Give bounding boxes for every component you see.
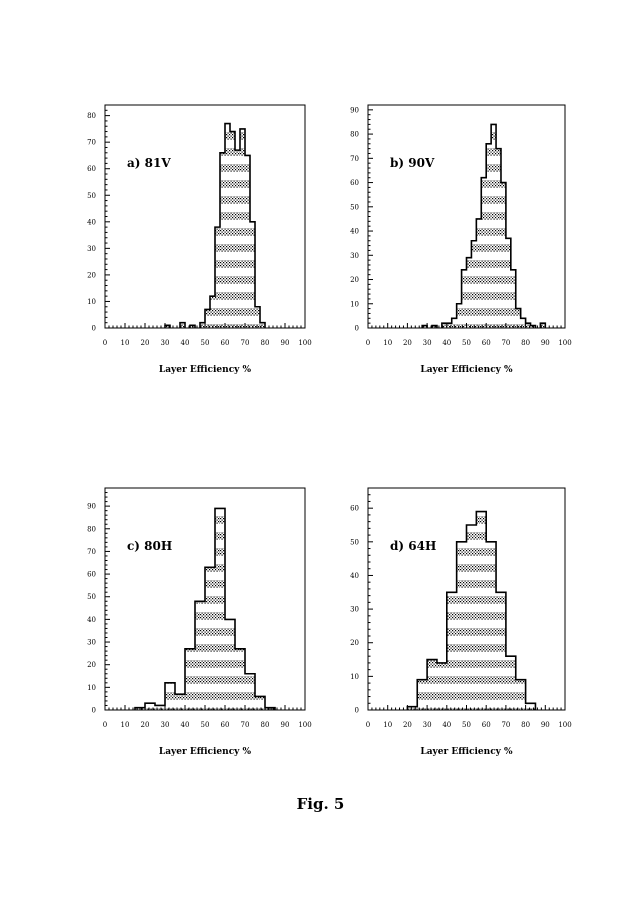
histogram-bar (437, 663, 447, 710)
x-tick-label: 100 (298, 721, 312, 729)
x-tick-label: 0 (102, 721, 108, 729)
x-tick-label: 90 (280, 339, 290, 347)
x-tick-label: 20 (402, 721, 412, 729)
x-tick-label: 10 (383, 339, 393, 347)
x-tick-label: 80 (260, 721, 270, 729)
y-tick-label: 20 (87, 271, 96, 280)
histogram-bar (165, 683, 175, 710)
histogram-bar (235, 649, 245, 710)
x-tick-label: 0 (365, 339, 371, 347)
histogram-bar (230, 132, 235, 328)
histogram-bar (417, 680, 427, 710)
x-tick-label: 70 (240, 339, 250, 347)
x-tick-label: 40 (180, 339, 190, 347)
x-tick-label: 0 (365, 721, 371, 729)
y-tick-label: 60 (350, 504, 359, 513)
y-tick-label: 50 (350, 538, 359, 547)
y-tick-label: 0 (354, 706, 359, 715)
x-tick-label: 70 (501, 339, 511, 347)
x-axis-title: Layer Efficiency % (158, 365, 252, 375)
x-tick-label: 50 (200, 721, 210, 729)
histogram-bar (185, 649, 195, 710)
histogram-bar (215, 508, 225, 710)
histogram-bar (491, 124, 496, 328)
y-tick-label: 90 (87, 502, 96, 511)
histogram-bar (195, 601, 205, 710)
x-axis-title: Layer Efficiency % (158, 747, 252, 757)
x-tick-label: 90 (540, 339, 550, 347)
panel-label: a) 81V (127, 156, 171, 170)
y-tick-label: 70 (87, 138, 96, 147)
y-tick-label: 20 (350, 276, 359, 285)
x-tick-label: 80 (521, 339, 531, 347)
histogram-panel-4 (350, 488, 572, 757)
histogram-panel-1 (87, 105, 312, 375)
x-tick-label: 100 (558, 339, 572, 347)
x-tick-label: 0 (102, 339, 108, 347)
x-axis-title: Layer Efficiency % (420, 365, 513, 375)
y-tick-label: 40 (350, 571, 359, 580)
y-tick-label: 30 (87, 244, 96, 253)
panel-label: d) 64H (390, 539, 437, 553)
y-tick-label: 40 (87, 615, 96, 624)
x-tick-label: 50 (462, 339, 471, 347)
y-tick-label: 40 (350, 227, 359, 236)
histogram-bar (476, 512, 486, 710)
y-tick-label: 50 (87, 191, 96, 200)
y-tick-label: 10 (350, 672, 359, 681)
histogram-bar (516, 680, 526, 710)
histogram-bar (225, 124, 230, 328)
panel-label: c) 80H (127, 539, 173, 553)
histogram-bar (457, 542, 467, 710)
x-tick-label: 40 (442, 339, 452, 347)
histogram-panel-2 (350, 105, 572, 375)
y-tick-label: 30 (87, 638, 96, 647)
y-tick-label: 0 (354, 324, 359, 333)
y-tick-label: 80 (87, 112, 96, 121)
y-tick-label: 80 (350, 130, 359, 139)
y-tick-label: 60 (87, 165, 96, 174)
x-tick-label: 10 (383, 721, 393, 729)
x-tick-label: 20 (140, 721, 150, 729)
plot-frame (105, 105, 305, 328)
y-tick-label: 30 (350, 251, 359, 260)
y-tick-label: 20 (87, 661, 96, 670)
x-tick-label: 50 (200, 339, 210, 347)
x-tick-label: 60 (481, 339, 491, 347)
x-tick-label: 40 (180, 721, 190, 729)
histogram-bar (447, 592, 457, 710)
x-tick-label: 50 (462, 721, 471, 729)
x-tick-label: 60 (481, 721, 491, 729)
y-tick-label: 70 (87, 547, 96, 556)
x-tick-label: 90 (540, 721, 550, 729)
x-tick-label: 100 (558, 721, 572, 729)
y-tick-label: 10 (87, 297, 96, 306)
histogram-bar (467, 525, 477, 710)
x-tick-label: 60 (220, 721, 230, 729)
x-tick-label: 30 (422, 721, 432, 729)
x-tick-label: 80 (521, 721, 531, 729)
x-tick-label: 90 (280, 721, 290, 729)
x-tick-label: 30 (160, 339, 170, 347)
y-tick-label: 80 (87, 525, 96, 534)
histogram-bar (486, 542, 496, 710)
x-tick-label: 70 (240, 721, 250, 729)
y-tick-label: 60 (87, 570, 96, 579)
histogram-bar (235, 150, 240, 328)
x-tick-label: 80 (260, 339, 270, 347)
histogram-panels (87, 105, 572, 757)
y-tick-label: 70 (350, 154, 359, 163)
y-tick-label: 30 (350, 605, 359, 614)
x-tick-label: 30 (160, 721, 170, 729)
panel-label: b) 90V (390, 156, 435, 170)
y-tick-label: 50 (350, 203, 359, 212)
x-tick-label: 100 (298, 339, 312, 347)
y-tick-label: 20 (350, 639, 359, 648)
y-tick-label: 0 (91, 706, 96, 715)
x-tick-label: 70 (501, 721, 511, 729)
x-tick-label: 60 (220, 339, 230, 347)
histogram-bar (225, 619, 235, 710)
x-tick-label: 10 (120, 339, 130, 347)
histogram-bar (240, 129, 245, 328)
y-tick-label: 90 (350, 106, 359, 115)
x-tick-label: 20 (140, 339, 150, 347)
y-tick-label: 60 (350, 179, 359, 188)
histogram-panel-3 (87, 488, 312, 757)
y-tick-label: 40 (87, 218, 96, 227)
y-tick-label: 10 (350, 300, 359, 309)
histogram-bar (506, 656, 516, 710)
histogram-bar (245, 674, 255, 710)
x-tick-label: 10 (120, 721, 130, 729)
histogram-bar (496, 592, 506, 710)
histogram-bar (205, 567, 215, 710)
y-tick-label: 50 (87, 593, 96, 602)
x-tick-label: 20 (402, 339, 412, 347)
x-axis-title: Layer Efficiency % (420, 747, 513, 757)
x-tick-label: 30 (422, 339, 432, 347)
y-tick-label: 0 (91, 324, 96, 333)
figure-caption: Fig. 5 (296, 795, 345, 813)
y-tick-label: 10 (87, 683, 96, 692)
histogram-bar (427, 660, 437, 710)
x-tick-label: 40 (442, 721, 452, 729)
